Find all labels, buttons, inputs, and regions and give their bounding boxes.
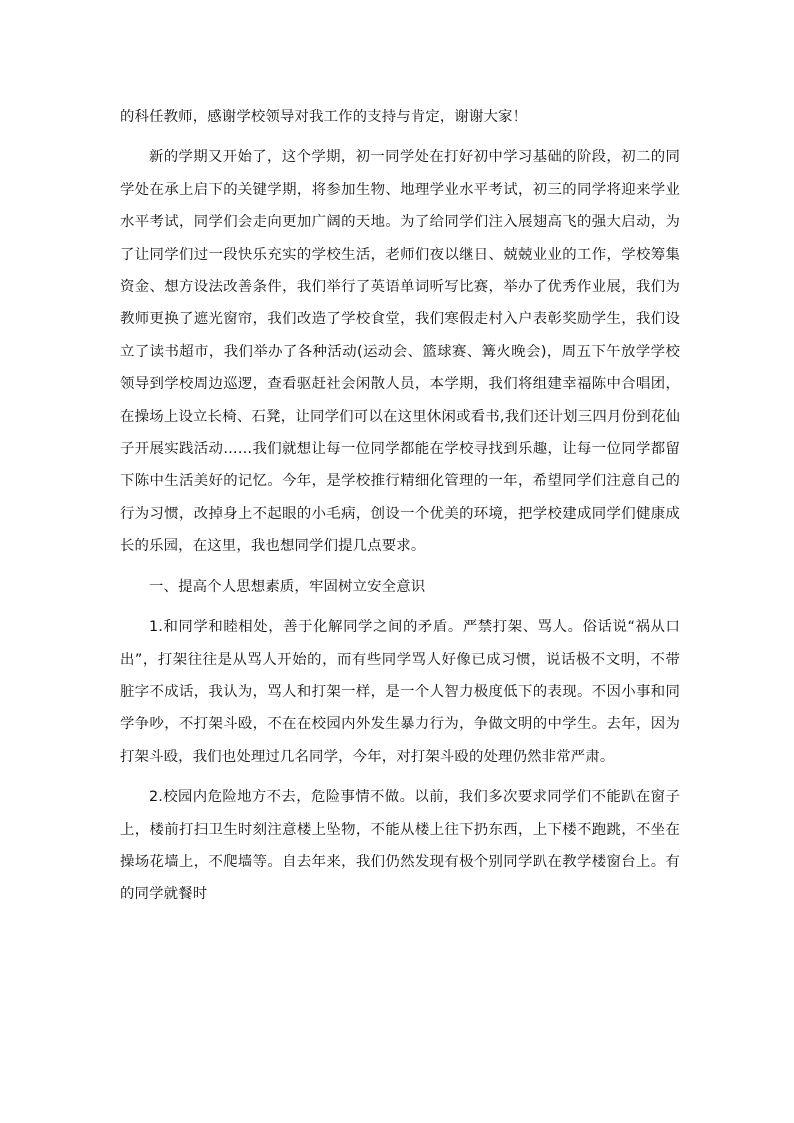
paragraph-item-1: 1.和同学和睦相处，善于化解同学之间的矛盾。严禁打架、骂人。俗话说“祸从口出”，打架往往是从骂人开始的，而有些同学骂人好像已成习惯，说话极不文明，不带脏字不成话，我认为，骂人和打架一样，是一个人智力极度低下的表现。不因小事和同学争吵，不打架斗殴，不在在校园内外发生暴力行为，争做文明的中学生。去年，因为打架斗殴，我们也处理过几名同学，今年，对打架斗殴的处理仍然非常严肃。 xyxy=(120,619,680,765)
paragraph-new-semester: 新的学期又开始了，这个学期，初一同学处在打好初中学习基础的阶段，初二的同学处在承上启下的关键学期，将参加生物、地理学业水平考试，初三的同学将迎来学业水平考试，同学们会走向更加广阔的天地。为了给同学们注入展翅高飞的强大启动，为了让同学们过一段快乐充实的学校生活，老师们夜以继日、兢兢业业的工作，学校筹集资金、想方设法改善条件，我们举行了英语单词听写比赛，举办了优秀作业展，我们为教师更换了遮光窗帘，我们改造了学校食堂，我们寒假走村入户表彰奖励学生，我们设立了读书超市，我们举办了各种活动(运动会、篮球赛、篝火晚会)，周五下午放学学校领导到学校周边巡逻，查看驱赶社会闲散人员，本学期，我们将组建幸福陈中合唱团，在操场上设立长椅、石凳，让同学们可以在这里休闲或看书,我们还计划三四月份到花仙子开展实践活动……我们就想让每一位同学都能在学校寻找到乐趣，让每一位同学都留下陈中生活美好的记忆。今年，是学校推行精细化管理的一年，希望同学们注意自己的行为习惯，改掉身上不起眼的小毛病，创设一个优美的环境，把学校建成同学们健康成长的乐园，在这里，我也想同学们提几点要求。 xyxy=(120,149,680,555)
section-heading-safety: 一、提高个人思想素质，牢固树立安全意识 xyxy=(149,578,426,595)
paragraph-item-2: 2.校园内危险地方不去，危险事情不做。以前，我们多次要求同学们不能趴在窗子上，楼前打扫卫生时刻注意楼上坠物，不能从楼上往下扔东西，上下楼不跑跳，不坐在操场花墙上，不爬墙等。自去年来，我们仍然发现有极个别同学趴在教学楼窗台上。有的同学就餐时 xyxy=(120,789,680,903)
paragraph-closing-thanks: 的科任教师，感谢学校领导对我工作的支持与肯定，谢谢大家！ xyxy=(120,109,528,125)
document-body xyxy=(120,101,680,919)
